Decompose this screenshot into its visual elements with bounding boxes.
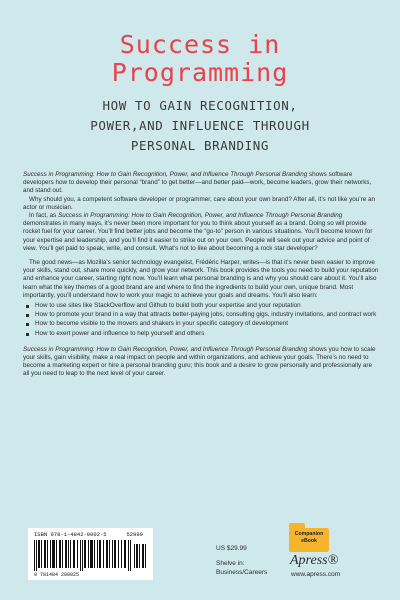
- price-code: 52999: [126, 531, 143, 538]
- description-text: [23, 171, 379, 379]
- barcode-digits: 9 781484 200025: [34, 572, 80, 578]
- bullet-item: How to become visible to the movers and shakers in your specific category of development: [35, 320, 379, 328]
- shelve-category: Business/Careers: [216, 569, 268, 576]
- paragraph-1-text: shows software developers how to develop their personal “brand” to get better—and better paid—work, become leaders, grow their networks, and stand out.: [23, 171, 372, 195]
- subtitle-line-2: POWER,AND INFLUENCE THROUGH: [90, 118, 310, 133]
- book-title-italic: Success in Programming: How to Gain Recognition, Power, and Influence Through Personal Branding: [23, 345, 308, 353]
- bullet-item: How to promote your brand in a way that attracts better-paying jobs, consulting gigs, industry invitations, and contract work: [35, 311, 379, 319]
- paragraph-4: The good news—as Mozilla’s senior technology evangelist, Frédéric Harper, writes—is that it’s never been easier to improve your skills, stand out, share more quickly, and grow your network. This book provides the tools you need to build your reputation and enhance your career, starting right now. You’ll learn what personal branding is and why you should care about it. You’ll also learn what the key themes of a good brand are and where to find the ingredients to build your own, unique brand. Most importantly, you’ll understand how to work your magic to achieve your goals and dreams. You’ll also learn:: [23, 259, 379, 299]
- barcode: [28, 528, 153, 580]
- title-line-1: Success in: [119, 30, 281, 59]
- ebook-label: Companion eBook: [294, 531, 324, 544]
- publisher-logo: Apress®: [290, 553, 339, 568]
- publisher-url: www.apress.com: [291, 571, 341, 578]
- paragraph-3: [23, 212, 379, 253]
- paragraph-5: [23, 346, 379, 379]
- bullet-item: How to use sites like StackOverflow and Github to build both your expertise and your reputation: [35, 302, 379, 310]
- price-block: [216, 544, 267, 577]
- paragraph-2: Why should you, a competent software developer or programmer, care about your own brand? After all, it’s not like you’re an actor or musician.: [23, 195, 376, 211]
- shelve-label: Shelve in:: [216, 560, 245, 567]
- paragraph-1: [23, 171, 379, 196]
- paragraph-3-start: In fact, as: [29, 212, 59, 220]
- subtitle-line-1: HOW TO GAIN RECOGNITION,: [102, 98, 298, 113]
- paragraph-3-text: demonstrates in many ways, it’s never been more important for you to think about yourself as a brand. Doing so will provide rocket fuel for your career. You’ll find better jobs and become the “go-to” person in various situations. You’ll become known for your expertise and leadership, and you’ll find it easier to strike out on your own. People will seek out your advice and point of view. You’ll get paid to speak, write, and consult. What’s not to like about becoming a rock star developer?: [23, 220, 373, 252]
- book-title-italic: Success in Programming: How to Gain Recognition, Power, and Influence Through Personal Branding: [58, 212, 343, 220]
- learning-bullets: [23, 302, 379, 338]
- title-line-2: Programming: [111, 58, 289, 87]
- bullet-item: How to exert power and influence to help yourself and others: [35, 330, 379, 338]
- paragraph-5-text: shows you how to scale your skills, gain visibility, make a real impact on people and within organizations, and achieve your goals. There’s no need to become a marketing expert or hire a personal branding guru; this book and a desire to grow personally and professionally are all you need to leap to the next level of your career.: [23, 345, 376, 378]
- price: US $29.99: [216, 545, 247, 552]
- subtitle-line-3: PERSONAL BRANDING: [130, 138, 270, 153]
- book-title-italic: Success in Programming: How to Gain Recognition, Power, and Influence Through Personal Branding: [23, 171, 308, 178]
- barcode-bars: [34, 540, 147, 571]
- isbn-number: ISBN 978-1-4842-0002-5 52999: [34, 531, 143, 538]
- folder-tab-icon: [289, 523, 305, 529]
